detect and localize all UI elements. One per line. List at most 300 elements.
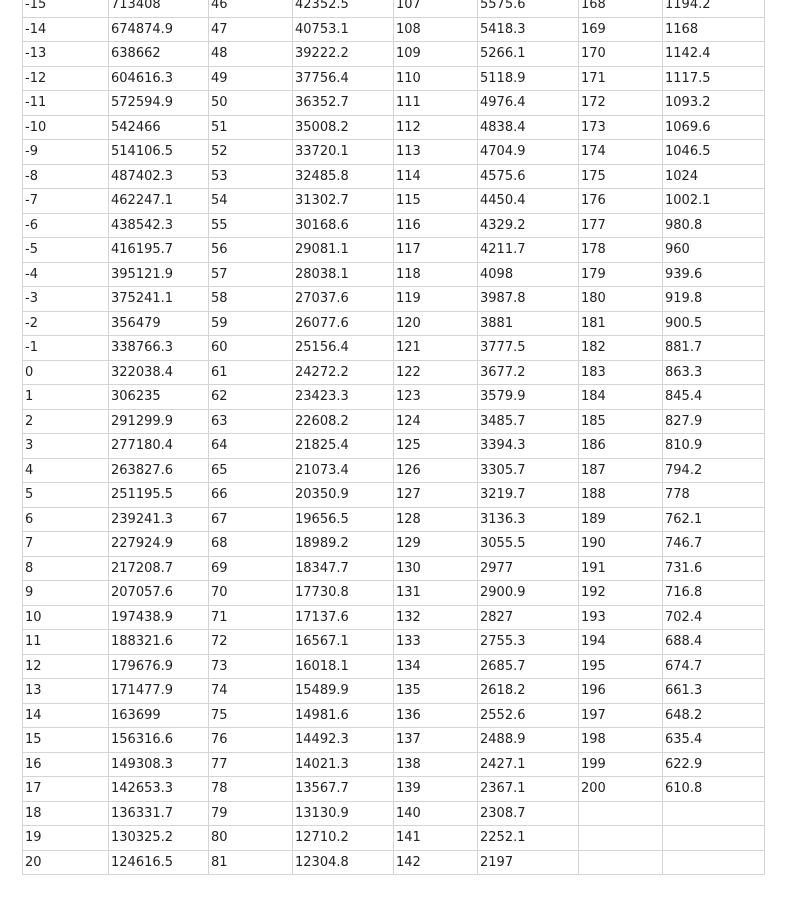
index-cell: 116 bbox=[394, 213, 478, 238]
index-cell: 127 bbox=[394, 483, 478, 508]
value-cell bbox=[663, 850, 765, 875]
value-cell: 306235 bbox=[109, 385, 209, 410]
index-cell: 63 bbox=[209, 409, 293, 434]
value-cell: 239241.3 bbox=[109, 507, 209, 532]
value-cell: 39222.2 bbox=[293, 42, 394, 67]
value-cell: 900.5 bbox=[663, 311, 765, 336]
index-cell: 4 bbox=[23, 458, 109, 483]
index-cell: 67 bbox=[209, 507, 293, 532]
index-cell: -9 bbox=[23, 140, 109, 165]
index-cell: 13 bbox=[23, 679, 109, 704]
table-row bbox=[23, 507, 765, 532]
index-cell: 194 bbox=[579, 630, 663, 655]
index-cell: 12 bbox=[23, 654, 109, 679]
value-cell: 40753.1 bbox=[293, 17, 394, 42]
value-cell: 648.2 bbox=[663, 703, 765, 728]
value-cell: 1194.2 bbox=[663, 0, 765, 17]
value-cell: 1093.2 bbox=[663, 91, 765, 116]
value-cell: 18347.7 bbox=[293, 556, 394, 581]
value-cell: 24272.2 bbox=[293, 360, 394, 385]
index-cell: -7 bbox=[23, 189, 109, 214]
table-row bbox=[23, 287, 765, 312]
table-row bbox=[23, 189, 765, 214]
index-cell: 138 bbox=[394, 752, 478, 777]
value-cell: 713408 bbox=[109, 0, 209, 17]
index-cell: -11 bbox=[23, 91, 109, 116]
value-cell: 1168 bbox=[663, 17, 765, 42]
value-cell: 23423.3 bbox=[293, 385, 394, 410]
index-cell: 177 bbox=[579, 213, 663, 238]
index-cell: -12 bbox=[23, 66, 109, 91]
index-cell: 133 bbox=[394, 630, 478, 655]
index-cell: 187 bbox=[579, 458, 663, 483]
value-cell: 2618.2 bbox=[478, 679, 579, 704]
value-cell: 4976.4 bbox=[478, 91, 579, 116]
value-cell: 2308.7 bbox=[478, 801, 579, 826]
value-cell: 15489.9 bbox=[293, 679, 394, 704]
index-cell: 183 bbox=[579, 360, 663, 385]
index-cell: 130 bbox=[394, 556, 478, 581]
index-cell: 78 bbox=[209, 777, 293, 802]
table-row bbox=[23, 532, 765, 557]
table-row bbox=[23, 630, 765, 655]
value-cell: 28038.1 bbox=[293, 262, 394, 287]
value-cell: 26077.6 bbox=[293, 311, 394, 336]
value-cell: 171477.9 bbox=[109, 679, 209, 704]
table-row bbox=[23, 752, 765, 777]
value-cell: 156316.6 bbox=[109, 728, 209, 753]
index-cell: 124 bbox=[394, 409, 478, 434]
value-cell: 2977 bbox=[478, 556, 579, 581]
index-cell: 14 bbox=[23, 703, 109, 728]
table-row bbox=[23, 262, 765, 287]
value-cell: 30168.6 bbox=[293, 213, 394, 238]
index-cell: 15 bbox=[23, 728, 109, 753]
value-cell: 13567.7 bbox=[293, 777, 394, 802]
index-cell: 142 bbox=[394, 850, 478, 875]
index-cell: 171 bbox=[579, 66, 663, 91]
value-cell: 21825.4 bbox=[293, 434, 394, 459]
value-cell: 42352.5 bbox=[293, 0, 394, 17]
value-cell: 130325.2 bbox=[109, 826, 209, 851]
value-cell: 2427.1 bbox=[478, 752, 579, 777]
table-row bbox=[23, 385, 765, 410]
value-cell: 3219.7 bbox=[478, 483, 579, 508]
value-cell: 939.6 bbox=[663, 262, 765, 287]
value-cell: 16018.1 bbox=[293, 654, 394, 679]
value-cell: 17730.8 bbox=[293, 581, 394, 606]
value-cell: 514106.5 bbox=[109, 140, 209, 165]
index-cell: 57 bbox=[209, 262, 293, 287]
index-cell: -14 bbox=[23, 17, 109, 42]
index-cell: 60 bbox=[209, 336, 293, 361]
value-cell: 4329.2 bbox=[478, 213, 579, 238]
value-cell: 604616.3 bbox=[109, 66, 209, 91]
value-cell: 3136.3 bbox=[478, 507, 579, 532]
index-cell: 46 bbox=[209, 0, 293, 17]
index-cell: 72 bbox=[209, 630, 293, 655]
table-row bbox=[23, 91, 765, 116]
value-cell: 149308.3 bbox=[109, 752, 209, 777]
value-cell: 2755.3 bbox=[478, 630, 579, 655]
index-cell: 18 bbox=[23, 801, 109, 826]
index-cell: 131 bbox=[394, 581, 478, 606]
index-cell: 178 bbox=[579, 238, 663, 263]
index-cell: 11 bbox=[23, 630, 109, 655]
index-cell: 0 bbox=[23, 360, 109, 385]
index-cell: 56 bbox=[209, 238, 293, 263]
value-cell: 5118.9 bbox=[478, 66, 579, 91]
value-cell: 4098 bbox=[478, 262, 579, 287]
index-cell: -2 bbox=[23, 311, 109, 336]
index-cell: 3 bbox=[23, 434, 109, 459]
value-cell: 2552.6 bbox=[478, 703, 579, 728]
table-row bbox=[23, 140, 765, 165]
value-cell bbox=[663, 801, 765, 826]
value-cell: 20350.9 bbox=[293, 483, 394, 508]
value-cell: 25156.4 bbox=[293, 336, 394, 361]
value-cell: 5418.3 bbox=[478, 17, 579, 42]
table-row bbox=[23, 42, 765, 67]
index-cell: 16 bbox=[23, 752, 109, 777]
index-cell: 109 bbox=[394, 42, 478, 67]
index-cell: 134 bbox=[394, 654, 478, 679]
value-cell: 845.4 bbox=[663, 385, 765, 410]
value-cell: 29081.1 bbox=[293, 238, 394, 263]
value-cell: 1142.4 bbox=[663, 42, 765, 67]
data-table-container bbox=[22, 0, 764, 875]
table-row bbox=[23, 164, 765, 189]
value-cell: 395121.9 bbox=[109, 262, 209, 287]
value-cell: 3485.7 bbox=[478, 409, 579, 434]
index-cell: 108 bbox=[394, 17, 478, 42]
value-cell: 22608.2 bbox=[293, 409, 394, 434]
index-cell: -5 bbox=[23, 238, 109, 263]
index-cell: 113 bbox=[394, 140, 478, 165]
table-row bbox=[23, 728, 765, 753]
value-cell: 3987.8 bbox=[478, 287, 579, 312]
table-row bbox=[23, 654, 765, 679]
index-cell: 71 bbox=[209, 605, 293, 630]
index-cell: 175 bbox=[579, 164, 663, 189]
table-row bbox=[23, 801, 765, 826]
value-cell: 1069.6 bbox=[663, 115, 765, 140]
value-cell: 35008.2 bbox=[293, 115, 394, 140]
value-cell: 36352.7 bbox=[293, 91, 394, 116]
value-cell: 163699 bbox=[109, 703, 209, 728]
index-cell: 185 bbox=[579, 409, 663, 434]
value-cell: 16567.1 bbox=[293, 630, 394, 655]
value-cell: 674.7 bbox=[663, 654, 765, 679]
index-cell: 9 bbox=[23, 581, 109, 606]
value-cell: 688.4 bbox=[663, 630, 765, 655]
table-row bbox=[23, 336, 765, 361]
value-cell: 674874.9 bbox=[109, 17, 209, 42]
index-cell: 119 bbox=[394, 287, 478, 312]
value-cell: 635.4 bbox=[663, 728, 765, 753]
value-cell: 18989.2 bbox=[293, 532, 394, 557]
value-cell: 277180.4 bbox=[109, 434, 209, 459]
value-cell: 5575.6 bbox=[478, 0, 579, 17]
index-cell: 126 bbox=[394, 458, 478, 483]
index-cell: 169 bbox=[579, 17, 663, 42]
table-row bbox=[23, 826, 765, 851]
table-row bbox=[23, 213, 765, 238]
value-cell: 881.7 bbox=[663, 336, 765, 361]
value-cell: 462247.1 bbox=[109, 189, 209, 214]
table-row bbox=[23, 66, 765, 91]
index-cell: 52 bbox=[209, 140, 293, 165]
value-cell: 2827 bbox=[478, 605, 579, 630]
value-cell: 124616.5 bbox=[109, 850, 209, 875]
value-cell: 217208.7 bbox=[109, 556, 209, 581]
index-cell: 195 bbox=[579, 654, 663, 679]
table-row bbox=[23, 360, 765, 385]
table-row bbox=[23, 115, 765, 140]
index-cell: 107 bbox=[394, 0, 478, 17]
index-cell: 8 bbox=[23, 556, 109, 581]
data-table bbox=[22, 0, 765, 875]
value-cell: 4211.7 bbox=[478, 238, 579, 263]
value-cell: 37756.4 bbox=[293, 66, 394, 91]
value-cell: 3881 bbox=[478, 311, 579, 336]
index-cell bbox=[579, 850, 663, 875]
index-cell: 115 bbox=[394, 189, 478, 214]
value-cell: 356479 bbox=[109, 311, 209, 336]
value-cell: 3677.2 bbox=[478, 360, 579, 385]
index-cell: 59 bbox=[209, 311, 293, 336]
table-row bbox=[23, 556, 765, 581]
value-cell: 188321.6 bbox=[109, 630, 209, 655]
index-cell: 132 bbox=[394, 605, 478, 630]
value-cell: 142653.3 bbox=[109, 777, 209, 802]
index-cell: 19 bbox=[23, 826, 109, 851]
index-cell: 81 bbox=[209, 850, 293, 875]
index-cell: -4 bbox=[23, 262, 109, 287]
index-cell: -3 bbox=[23, 287, 109, 312]
value-cell: 716.8 bbox=[663, 581, 765, 606]
index-cell: 73 bbox=[209, 654, 293, 679]
index-cell: 49 bbox=[209, 66, 293, 91]
value-cell: 19656.5 bbox=[293, 507, 394, 532]
index-cell: 141 bbox=[394, 826, 478, 851]
table-row bbox=[23, 850, 765, 875]
index-cell bbox=[579, 801, 663, 826]
index-cell: 2 bbox=[23, 409, 109, 434]
value-cell: 542466 bbox=[109, 115, 209, 140]
value-cell: 17137.6 bbox=[293, 605, 394, 630]
index-cell: 117 bbox=[394, 238, 478, 263]
index-cell: 69 bbox=[209, 556, 293, 581]
value-cell: 610.8 bbox=[663, 777, 765, 802]
index-cell: 58 bbox=[209, 287, 293, 312]
index-cell: 188 bbox=[579, 483, 663, 508]
table-body bbox=[23, 0, 765, 875]
value-cell: 4450.4 bbox=[478, 189, 579, 214]
index-cell: 48 bbox=[209, 42, 293, 67]
value-cell: 2685.7 bbox=[478, 654, 579, 679]
value-cell: 14492.3 bbox=[293, 728, 394, 753]
value-cell: 3305.7 bbox=[478, 458, 579, 483]
index-cell: 51 bbox=[209, 115, 293, 140]
index-cell: 70 bbox=[209, 581, 293, 606]
index-cell: 17 bbox=[23, 777, 109, 802]
index-cell: 140 bbox=[394, 801, 478, 826]
value-cell: 980.8 bbox=[663, 213, 765, 238]
table-row bbox=[23, 17, 765, 42]
table-row bbox=[23, 311, 765, 336]
index-cell: 122 bbox=[394, 360, 478, 385]
index-cell bbox=[579, 826, 663, 851]
index-cell: 137 bbox=[394, 728, 478, 753]
table-row bbox=[23, 483, 765, 508]
index-cell: 7 bbox=[23, 532, 109, 557]
value-cell: 778 bbox=[663, 483, 765, 508]
index-cell: -10 bbox=[23, 115, 109, 140]
index-cell: 77 bbox=[209, 752, 293, 777]
table-row bbox=[23, 0, 765, 17]
value-cell: 12304.8 bbox=[293, 850, 394, 875]
value-cell: 438542.3 bbox=[109, 213, 209, 238]
index-cell: 74 bbox=[209, 679, 293, 704]
index-cell: 170 bbox=[579, 42, 663, 67]
index-cell: 80 bbox=[209, 826, 293, 851]
index-cell: -13 bbox=[23, 42, 109, 67]
table-row bbox=[23, 679, 765, 704]
index-cell: 123 bbox=[394, 385, 478, 410]
value-cell: 4575.6 bbox=[478, 164, 579, 189]
index-cell: 114 bbox=[394, 164, 478, 189]
index-cell: 65 bbox=[209, 458, 293, 483]
value-cell: 3579.9 bbox=[478, 385, 579, 410]
value-cell: 3055.5 bbox=[478, 532, 579, 557]
index-cell: 191 bbox=[579, 556, 663, 581]
index-cell: 176 bbox=[579, 189, 663, 214]
index-cell: 192 bbox=[579, 581, 663, 606]
value-cell: 1024 bbox=[663, 164, 765, 189]
index-cell: 66 bbox=[209, 483, 293, 508]
index-cell: 168 bbox=[579, 0, 663, 17]
index-cell: 20 bbox=[23, 850, 109, 875]
value-cell: 4704.9 bbox=[478, 140, 579, 165]
index-cell: 47 bbox=[209, 17, 293, 42]
value-cell: 291299.9 bbox=[109, 409, 209, 434]
index-cell: 121 bbox=[394, 336, 478, 361]
index-cell: 112 bbox=[394, 115, 478, 140]
index-cell: 135 bbox=[394, 679, 478, 704]
index-cell: 136 bbox=[394, 703, 478, 728]
index-cell: 182 bbox=[579, 336, 663, 361]
index-cell: 54 bbox=[209, 189, 293, 214]
index-cell: 198 bbox=[579, 728, 663, 753]
value-cell: 375241.1 bbox=[109, 287, 209, 312]
table-row bbox=[23, 703, 765, 728]
index-cell: 61 bbox=[209, 360, 293, 385]
index-cell: 196 bbox=[579, 679, 663, 704]
value-cell: 762.1 bbox=[663, 507, 765, 532]
value-cell: 5266.1 bbox=[478, 42, 579, 67]
value-cell: 3777.5 bbox=[478, 336, 579, 361]
index-cell: 53 bbox=[209, 164, 293, 189]
value-cell: 31302.7 bbox=[293, 189, 394, 214]
table-row bbox=[23, 434, 765, 459]
index-cell: 79 bbox=[209, 801, 293, 826]
index-cell: 174 bbox=[579, 140, 663, 165]
value-cell: 746.7 bbox=[663, 532, 765, 557]
value-cell: 1117.5 bbox=[663, 66, 765, 91]
value-cell: 702.4 bbox=[663, 605, 765, 630]
value-cell: 2488.9 bbox=[478, 728, 579, 753]
index-cell: 50 bbox=[209, 91, 293, 116]
value-cell: 33720.1 bbox=[293, 140, 394, 165]
value-cell: 32485.8 bbox=[293, 164, 394, 189]
index-cell: 120 bbox=[394, 311, 478, 336]
index-cell: 6 bbox=[23, 507, 109, 532]
index-cell: 62 bbox=[209, 385, 293, 410]
value-cell: 1046.5 bbox=[663, 140, 765, 165]
value-cell: 572594.9 bbox=[109, 91, 209, 116]
value-cell: 3394.3 bbox=[478, 434, 579, 459]
index-cell: 181 bbox=[579, 311, 663, 336]
index-cell: 5 bbox=[23, 483, 109, 508]
table-row bbox=[23, 458, 765, 483]
value-cell: 638662 bbox=[109, 42, 209, 67]
value-cell: 487402.3 bbox=[109, 164, 209, 189]
value-cell: 21073.4 bbox=[293, 458, 394, 483]
index-cell: 190 bbox=[579, 532, 663, 557]
table-row bbox=[23, 238, 765, 263]
index-cell: 199 bbox=[579, 752, 663, 777]
index-cell: 55 bbox=[209, 213, 293, 238]
index-cell: 64 bbox=[209, 434, 293, 459]
value-cell: 2367.1 bbox=[478, 777, 579, 802]
index-cell: -6 bbox=[23, 213, 109, 238]
value-cell: 227924.9 bbox=[109, 532, 209, 557]
index-cell: 110 bbox=[394, 66, 478, 91]
index-cell: 68 bbox=[209, 532, 293, 557]
value-cell: 827.9 bbox=[663, 409, 765, 434]
value-cell: 338766.3 bbox=[109, 336, 209, 361]
value-cell: 794.2 bbox=[663, 458, 765, 483]
index-cell: 129 bbox=[394, 532, 478, 557]
value-cell: 14981.6 bbox=[293, 703, 394, 728]
index-cell: 173 bbox=[579, 115, 663, 140]
value-cell: 2252.1 bbox=[478, 826, 579, 851]
index-cell: 111 bbox=[394, 91, 478, 116]
value-cell: 251195.5 bbox=[109, 483, 209, 508]
value-cell: 960 bbox=[663, 238, 765, 263]
value-cell: 863.3 bbox=[663, 360, 765, 385]
index-cell: -15 bbox=[23, 0, 109, 17]
value-cell: 416195.7 bbox=[109, 238, 209, 263]
value-cell: 197438.9 bbox=[109, 605, 209, 630]
value-cell: 179676.9 bbox=[109, 654, 209, 679]
index-cell: 197 bbox=[579, 703, 663, 728]
index-cell: 128 bbox=[394, 507, 478, 532]
index-cell: 180 bbox=[579, 287, 663, 312]
index-cell: 184 bbox=[579, 385, 663, 410]
index-cell: 193 bbox=[579, 605, 663, 630]
value-cell bbox=[663, 826, 765, 851]
index-cell: 118 bbox=[394, 262, 478, 287]
value-cell: 622.9 bbox=[663, 752, 765, 777]
value-cell: 810.9 bbox=[663, 434, 765, 459]
index-cell: -1 bbox=[23, 336, 109, 361]
index-cell: -8 bbox=[23, 164, 109, 189]
value-cell: 12710.2 bbox=[293, 826, 394, 851]
value-cell: 919.8 bbox=[663, 287, 765, 312]
table-row bbox=[23, 605, 765, 630]
